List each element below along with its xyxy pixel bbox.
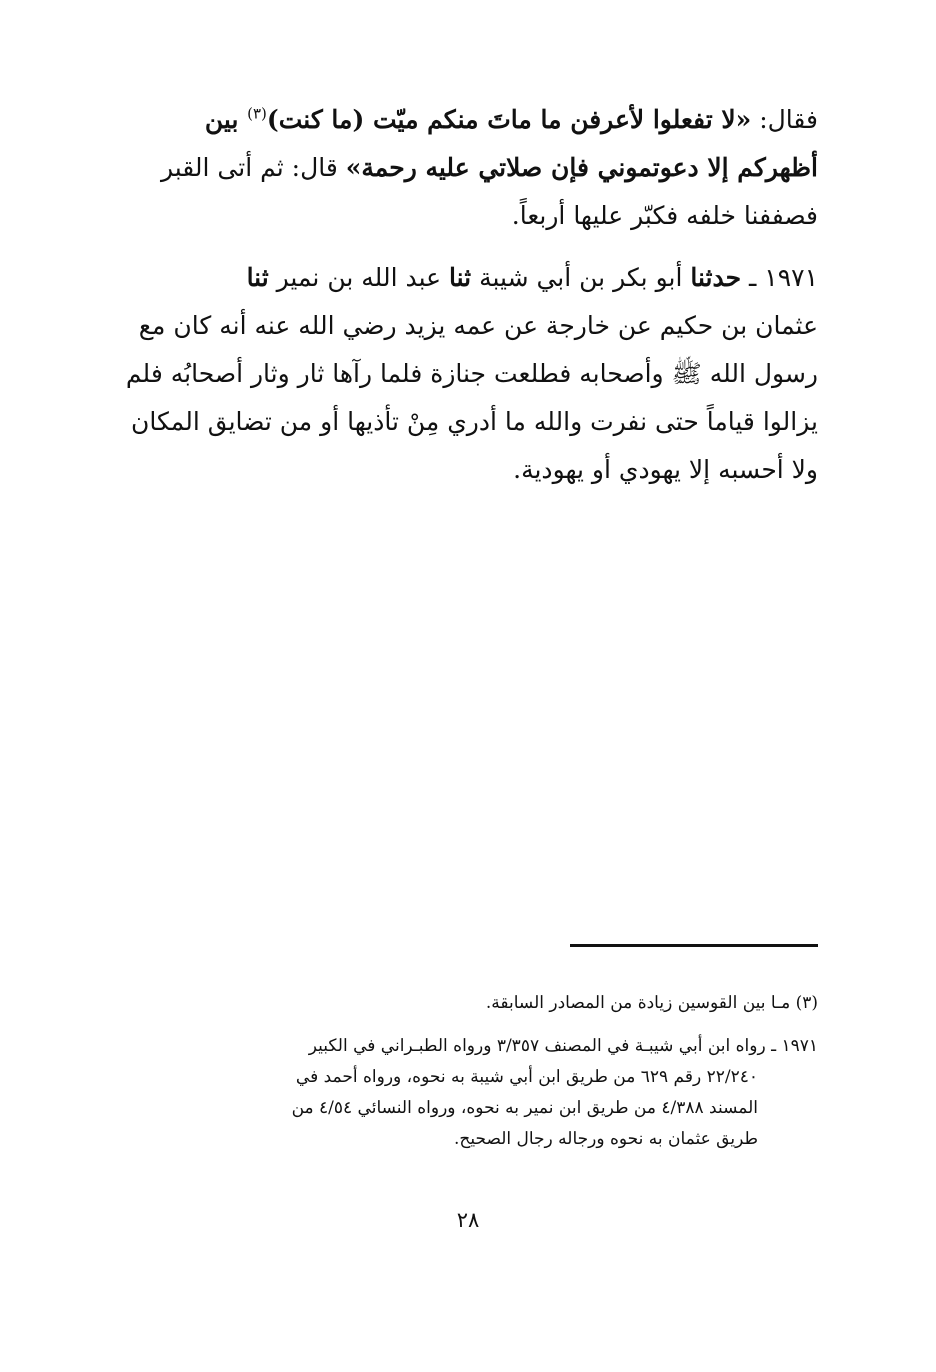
text-span: فصففنا خلفه فكبّر عليها أربعاً.	[511, 201, 818, 230]
paragraph-1	[138, 96, 818, 240]
text-line: ولا أحسبه إلا يهودي أو يهودية.	[513, 455, 818, 484]
footnote-1971-line: ٢٢/٢٤٠ رقم ٦٢٩ من طريق ابن أبي شيبة به نحوه، ورواه أحمد في	[295, 1067, 758, 1087]
narrator-name: عبد الله بن نمير	[268, 263, 449, 292]
hadith-quote: «لا تفعلوا لأعرفن ما ماتَ منكم ميّت (ما كنت)	[266, 105, 752, 134]
text-line: رسول الله ﷺ وأصحابه فطلعت جنازة فلما رآها ثار وثار أصحابُه فلم	[125, 359, 818, 388]
footnotes	[138, 988, 818, 1155]
footnote-3: (٣) مـا بين القوسين زيادة من المصادر السابقة.	[485, 993, 818, 1013]
footnote-separator	[570, 944, 818, 947]
hadith-number: ١٩٧١ ـ	[741, 263, 818, 292]
narrator-name: أبو بكر بن أبي شيبة	[471, 263, 691, 292]
text-line	[138, 96, 818, 144]
text-line	[138, 144, 818, 192]
page-number: ٢٨	[456, 1208, 480, 1232]
footnote-marker: (٣)	[247, 104, 267, 123]
text-line: عثمان بن حكيم عن خارجة عن عمه يزيد رضي الله عنه أنه كان مع	[138, 311, 818, 340]
footnote-1971-line: المسند ٤/٣٨٨ من طريق ابن نمير به نحوه، ورواه النسائي ٤/٥٤ من	[291, 1098, 758, 1118]
hadith-quote: أظهركم إلا دعوتموني فإن صلاتي عليه رحمة»	[345, 153, 818, 182]
narration-term: ثنا	[449, 263, 472, 292]
footnote-1971-line: طريق عثمان به نحوه ورجاله رجال الصحيح.	[453, 1129, 758, 1149]
text-line: يزالوا قياماً حتى نفرت والله ما أدري مِنْ تأذيها أو من تضايق المكان	[131, 407, 818, 436]
narration-term: حدثنا	[690, 263, 742, 292]
narration-term: ثنا	[246, 263, 269, 292]
text-span: فقال:	[751, 105, 818, 134]
hadith-quote: بين	[204, 105, 248, 134]
text-line	[138, 254, 818, 302]
main-text	[125, 96, 818, 494]
text-line	[138, 192, 818, 240]
paragraph-2	[125, 254, 818, 494]
footnote-1971-line: ١٩٧١ ـ رواه ابن أبي شيبـة في المصنف ٣/٣٥٧ ورواه الطبـراني في الكبير	[308, 1036, 818, 1056]
text-span: قال: ثم أتى القبر	[160, 153, 346, 182]
